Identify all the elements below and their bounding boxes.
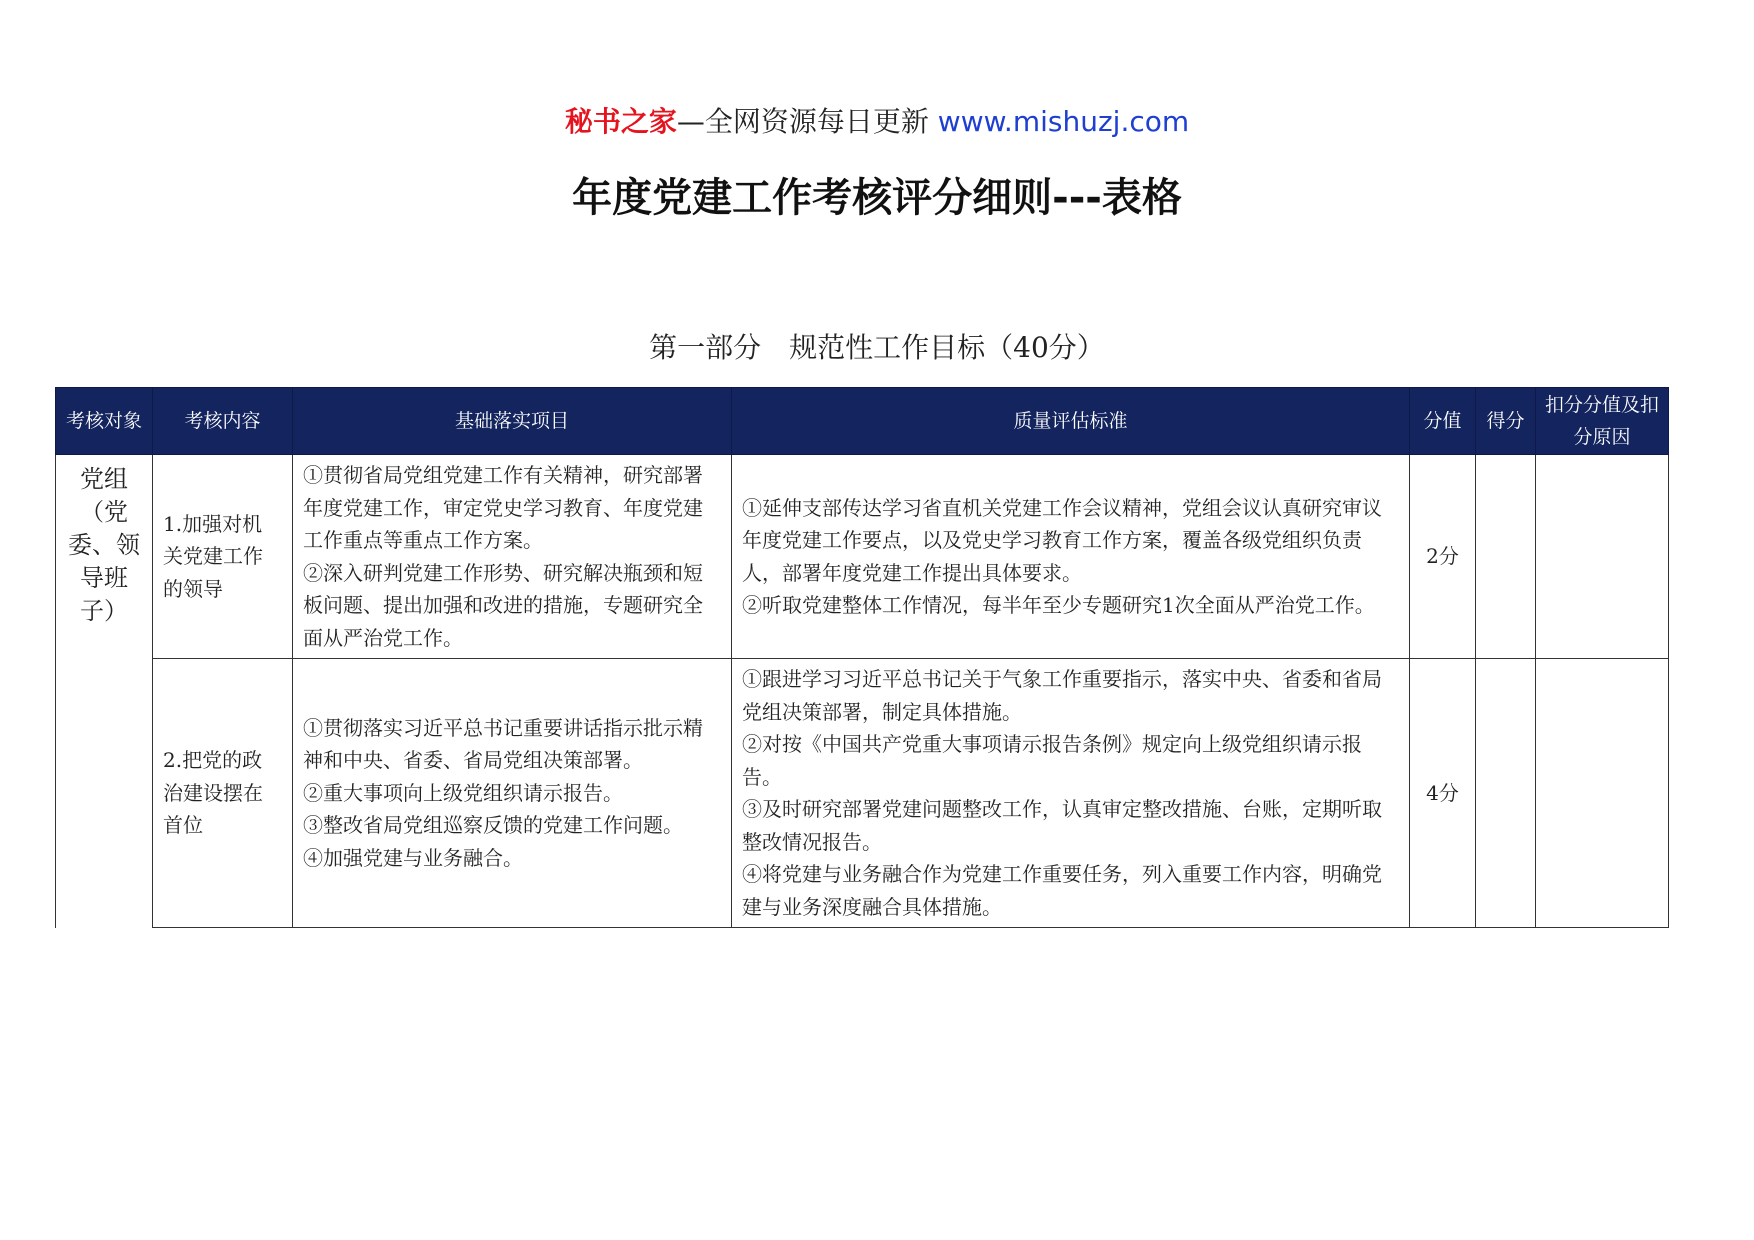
cell-deduction[interactable] xyxy=(1536,455,1669,659)
scoring-table xyxy=(55,387,1669,928)
quality-item: ①延伸支部传达学习省直机关党建工作会议精神，党组会议认真研究审议年度党建工作要点，以及党史学习教育工作方案，覆盖各级党组织负责人，部署年度党建工作提出具体要求。 xyxy=(742,495,1382,585)
cell-target: 党组（党委、领导班子） xyxy=(56,455,153,928)
header-deduction: 扣分分值及扣分原因 xyxy=(1536,388,1669,455)
quality-item: ④将党建与业务融合作为党建工作重要任务，列入重要工作内容，明确党建与业务深度融合具体措施。 xyxy=(742,862,1382,919)
basic-item: ②深入研判党建工作形势、研究解决瓶颈和短板问题、提出加强和改进的措施，专题研究全面从严治党工作。 xyxy=(303,560,703,650)
site-banner xyxy=(0,102,1754,142)
basic-item: ③整改省局党组巡察反馈的党建工作问题。 xyxy=(303,813,683,838)
table-row xyxy=(56,659,1669,928)
basic-item: ④加强党建与业务融合。 xyxy=(303,845,523,870)
section-title: 第一部分 规范性工作目标（40分） xyxy=(649,331,1105,364)
cell-deduction[interactable] xyxy=(1536,659,1669,928)
cell-content: 2.把党的政治建设摆在首位 xyxy=(153,659,293,928)
cell-score[interactable] xyxy=(1476,659,1536,928)
header-points: 分值 xyxy=(1410,388,1476,455)
quality-item: ②听取党建整体工作情况，每半年至少专题研究1次全面从严治党工作。 xyxy=(742,593,1375,617)
quality-item: ③及时研究部署党建问题整改工作，认真审定整改措施、台账，定期听取整改情况报告。 xyxy=(742,797,1382,854)
header-quality: 质量评估标准 xyxy=(732,388,1410,455)
site-url-link[interactable]: www.mishuzj.com xyxy=(937,105,1190,138)
cell-score[interactable] xyxy=(1476,455,1536,659)
basic-item: ②重大事项向上级党组织请示报告。 xyxy=(303,780,623,805)
cell-quality-standards xyxy=(732,455,1410,659)
table-header-row xyxy=(56,388,1669,455)
document-title: 年度党建工作考核评分细则---表格 xyxy=(572,175,1182,221)
site-brand: 秘书之家 xyxy=(564,105,677,138)
site-slogan: —全网资源每日更新 xyxy=(676,105,929,138)
basic-item: ①贯彻落实习近平总书记重要讲话指示批示精神和中央、省委、省局党组决策部署。 xyxy=(303,715,703,773)
cell-basic-items xyxy=(293,455,732,659)
cell-quality-standards xyxy=(732,659,1410,928)
header-content: 考核内容 xyxy=(153,388,293,455)
table-body xyxy=(56,455,1669,928)
cell-content: 1.加强对机关党建工作的领导 xyxy=(153,455,293,659)
basic-item: ①贯彻省局党组党建工作有关精神，研究部署年度党建工作，审定党史学习教育、年度党建工作重点等重点工作方案。 xyxy=(303,463,703,552)
quality-item: ①跟进学习习近平总书记关于气象工作重要指示，落实中央、省委和省局党组决策部署，制定具体措施。 xyxy=(742,667,1382,724)
quality-item: ②对按《中国共产党重大事项请示报告条例》规定向上级党组织请示报告。 xyxy=(742,732,1362,789)
header-target: 考核对象 xyxy=(56,388,153,455)
cell-points: 2分 xyxy=(1410,455,1476,659)
cell-points: 4分 xyxy=(1410,659,1476,928)
cell-basic-items xyxy=(293,659,732,928)
table-row xyxy=(56,455,1669,659)
header-score: 得分 xyxy=(1476,388,1536,455)
header-basic: 基础落实项目 xyxy=(293,388,732,455)
